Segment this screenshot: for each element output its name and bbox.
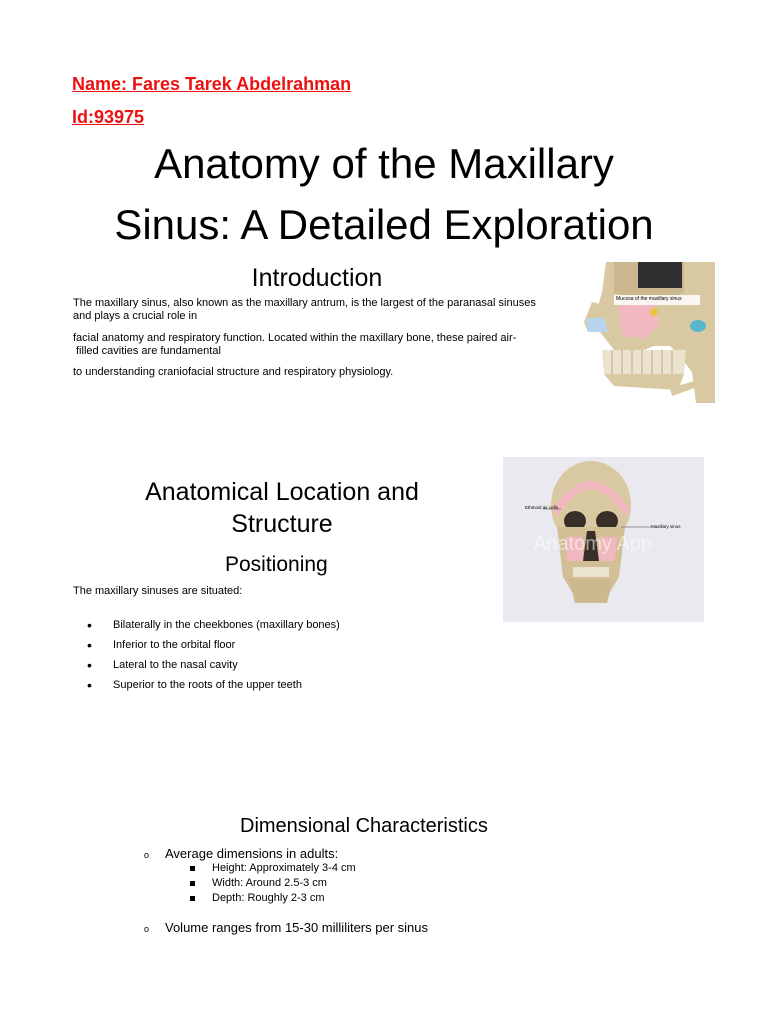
dimensions-sublist bbox=[212, 862, 356, 907]
student-id: Id:93975 bbox=[72, 107, 145, 127]
dimensions-heading: Dimensional Characteristics bbox=[240, 815, 488, 837]
dimensions-item-2: Volume ranges from 15-30 milliliters per sinus bbox=[165, 920, 428, 935]
figure2-label-right: Maxillary sinus bbox=[651, 524, 681, 529]
location-heading-line-1: Anatomical Location and bbox=[145, 478, 419, 506]
positioning-intro: The maxillary sinuses are situated: bbox=[73, 585, 243, 597]
circle-bullet-icon: o bbox=[144, 924, 150, 934]
circle-bullet-icon: o bbox=[144, 850, 150, 860]
intro-line-3: facial anatomy and respiratory function. Located within the maxillary bone, these paired air- bbox=[73, 332, 517, 344]
intro-line-2: and plays a crucial role in bbox=[73, 310, 198, 322]
list-item: Depth: Roughly 2-3 cm bbox=[212, 892, 356, 907]
figure1-label: Mucosa of the maxillary sinus bbox=[616, 296, 682, 302]
list-item: Height: Approximately 3-4 cm bbox=[212, 862, 356, 877]
list-item: Width: Around 2.5-3 cm bbox=[212, 877, 356, 892]
list-item: • Lateral to the nasal cavity bbox=[85, 659, 340, 679]
list-item: • Bilaterally in the cheekbones (maxillary bones) bbox=[85, 619, 340, 639]
introduction-heading: Introduction bbox=[251, 264, 383, 292]
positioning-subheading: Positioning bbox=[225, 553, 328, 576]
intro-line-4: filled cavities are fundamental bbox=[76, 345, 221, 357]
list-item: • Inferior to the orbital floor bbox=[85, 639, 340, 659]
list-item: • Superior to the roots of the upper teeth bbox=[85, 679, 340, 699]
positioning-list bbox=[85, 619, 340, 699]
maxillary-sinus-lateral-illustration bbox=[574, 262, 715, 403]
dimensions-item-1: Average dimensions in adults: bbox=[165, 846, 339, 861]
page-title-line-2: Sinus: A Detailed Exploration bbox=[114, 201, 654, 248]
square-bullet-icon bbox=[190, 881, 195, 886]
intro-line-5: to understanding craniofacial structure and respiratory physiology. bbox=[73, 366, 394, 378]
figure2-watermark: Anatomy App bbox=[533, 533, 652, 555]
page-title-line-1: Anatomy of the Maxillary bbox=[154, 140, 614, 187]
intro-line-1: The maxillary sinus, also known as the maxillary antrum, is the largest of the paranasal sinuses bbox=[73, 297, 536, 309]
maxillary-sinus-frontal-illustration bbox=[503, 457, 704, 622]
location-heading-line-2: Structure bbox=[231, 510, 333, 538]
figure2-label-left: Ethmoid air cells bbox=[525, 505, 559, 510]
square-bullet-icon bbox=[190, 896, 195, 901]
square-bullet-icon bbox=[190, 866, 195, 871]
student-name: Name: Fares Tarek Abdelrahman bbox=[72, 74, 352, 94]
